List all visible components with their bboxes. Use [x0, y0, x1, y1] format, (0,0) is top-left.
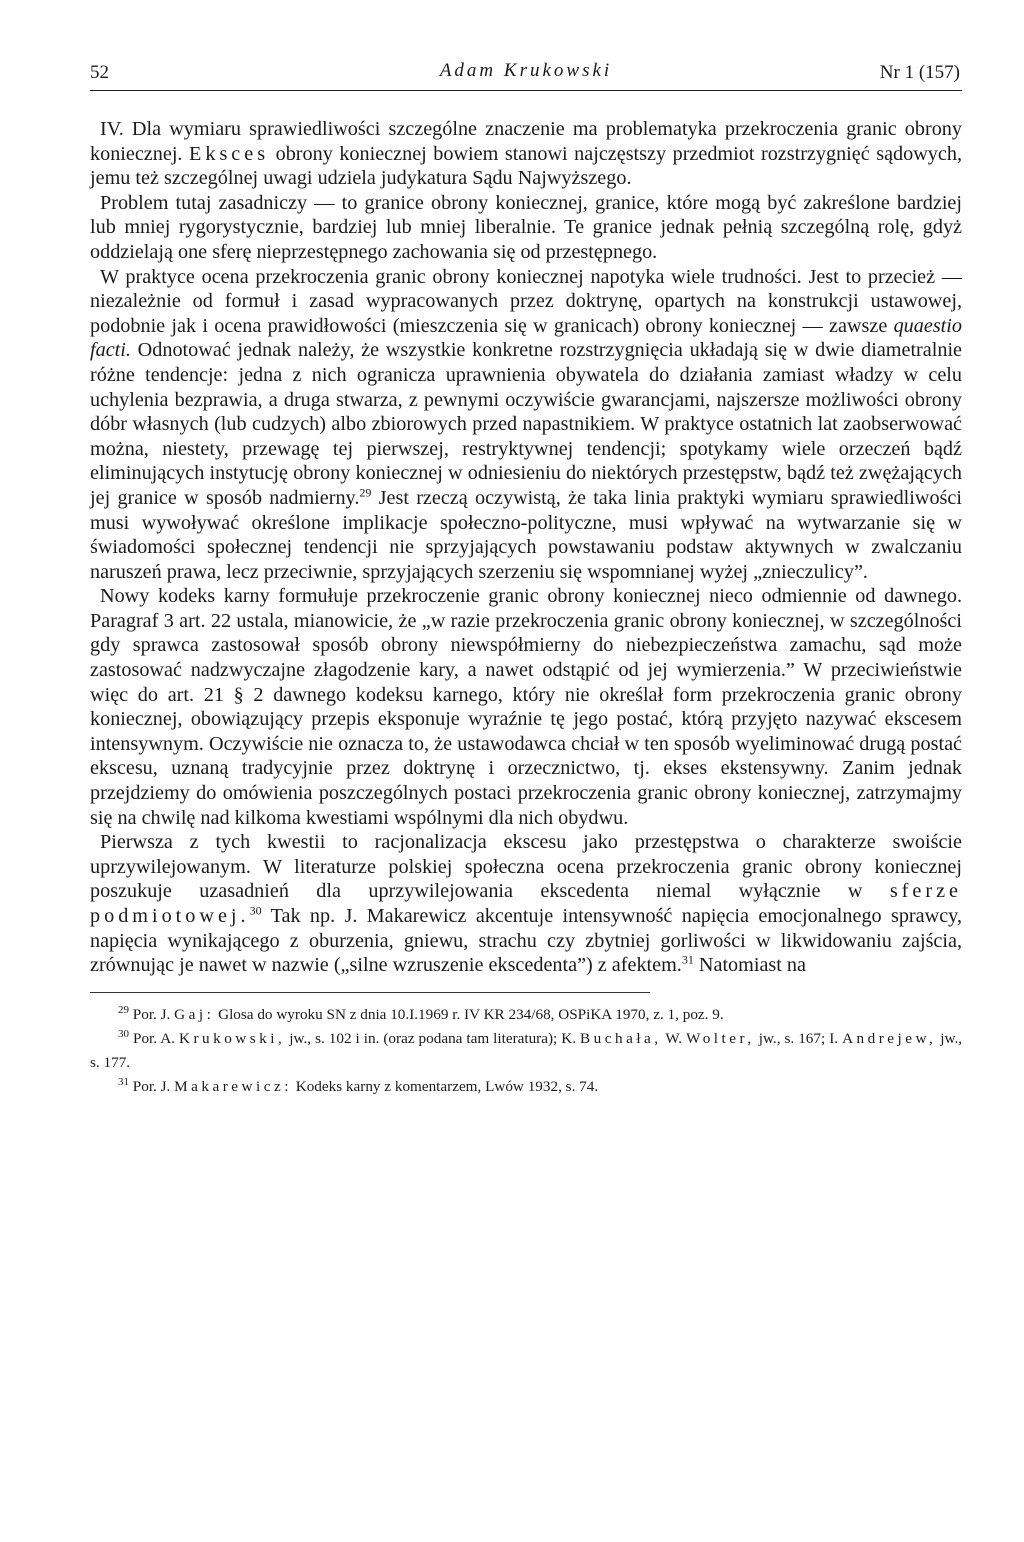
- footnotes: [90, 1003, 962, 1099]
- page-number: 52: [90, 62, 109, 83]
- footnote-29: $^{29}$ Por. J. Gaj: Glosa do wyroku SN z dnia 10.I.1969 r. IV KR 234/68, OSPiKA 1970, z. 1, poz. 9.: [118, 1003, 724, 1023]
- running-header: [90, 56, 962, 91]
- paragraph-1: IV. Dla wymiaru sprawiedliwości szczególne znaczenie ma problematyka przekroczenia granic obrony koniecznej. Eksces obrony koniecznej bowiem stanowi najczęstszy przedmiot rozstrzygnięć sądowych, jemu też szczególnej uwagi udziela judykatura Sądu Najwyższego.: [90, 118, 963, 190]
- paragraph-2: Problem tutaj zasadniczy — to granice obrony koniecznej, granice, które mogą być zakreślone bardziej lub mniej rygorystycznie, bardziej lub mniej liberalnie. Te granice jednak pełnią szczególną rolę, gdyż oddzielają one sferę nieprzestępnego zachowania się od przestępnego.: [90, 191, 962, 263]
- paragraph-5: Pierwsza z tych kwestii to racjonalizacja ekscesu jako przestępstwa o charakterze swoiście uprzywilejowanym. W literaturze polskiej społeczna ocena przekroczenia granic obrony koniecznej poszukuje uzasadnień dla uprzywilejowania ekscedenta niemal wyłącznie w sferze podmiotowej.$^{30}$ Tak np. J. Makarewicz akcentuje intensywność napięcia emocjonalnego sprawcy, napięcia wynikającego z oburzenia, gniewu, strachu czy zbytniej gorliwości w likwidowaniu zajścia, zrównując je nawet w nazwie („silne wzruszenie ekscedenta”) z afektem.$^{31}$ Natomiast na: [90, 831, 962, 977]
- paragraph-4: Nowy kodeks karny formułuje przekroczenie granic obrony koniecznej nieco odmiennie od dawnego. Paragraf 3 art. 22 ustala, mianowicie, że „w razie przekroczenia granic obrony koniecznej, w szczególności gdy sprawca zastosował sposób obrony niewspółmierny do niebezpieczeństwa zamachu, sąd może zastosować nadzwyczajne złagodzenie kary, a nawet odstąpić od jej wymierzenia.” W przeciwieństwie więc do art. 21 § 2 dawnego kodeksu karnego, który nie określał form przekroczenia granic obrony koniecznej, obowiązujący przepis eksponuje wyraźnie tę jego postać, którą przyjęto nazywać ekscesem intensywnym. Oczywiście nie oznacza to, że ustawodawca chciał w ten sposób wyeliminować drugą postać ekscesu, uznaną tradycyjnie przez doktrynę i orzecznictwo, tj. ekses ekstensywny. Zanim jednak przejdziemy do omówienia poszczególnych postaci przekroczenia granic obrony koniecznej, zatrzymajmy się na chwilę nad kilkoma kwestiami wspólnymi dla nich obydwu.: [90, 585, 962, 829]
- footnote-30: $^{30}$ Por. A. Krukowski, jw., s. 102 i in. (oraz podana tam literatura); K. Buchała, W. Wolter, jw., s. 167; I. Andrejew, jw., s. 177.: [90, 1027, 963, 1071]
- footnote-31: $^{31}$ Por. J. Makarewicz: Kodeks karny z komentarzem, Lwów 1932, s. 74.: [118, 1075, 599, 1095]
- issue-number: Nr 1 (157): [879, 62, 960, 83]
- footnote-ref-29: 29: [359, 485, 372, 500]
- footnote-divider: [90, 992, 650, 993]
- running-author: Adam Krukowski: [439, 60, 613, 81]
- page: [90, 56, 962, 1099]
- footnote-ref-30: 30: [249, 903, 262, 918]
- footnote-ref-31: 31: [681, 952, 694, 967]
- paragraph-3: W praktyce ocena przekroczenia granic obrony koniecznej napotyka wiele trudności. Jest to przecież — niezależnie od formuł i zasad wypracowanych przez doktrynę, opartych na konstrukcji ustawowej, podobnie jak i ocena prawidłowości (mieszczenia się w granicach) obrony koniecznej — zawsze quaestio facti. Odnotować jednak należy, że wszystkie konkretne rozstrzygnięcia układają się w dwie diametralnie różne tendencje: jedna z nich ogranicza uprawnienia obywatela do działania zamiast władzy w celu uchylenia bezprawia, a druga stwarza, z pewnymi oczywiście gwarancjami, najszersze możliwości obrony dóbr własnych (lub cudzych) albo zbiorowych przed napastnikiem. W praktyce ostatnich lat zaobserwować można, niestety, przewagę tej pierwszej, restryktywnej tendencji; spotykamy wiele orzeczeń bądź eliminujących instytucję obrony koniecznej w odniesieniu do niektórych przestępstw, bądź też zwężających jej granice w sposób nadmierny.$^{29}$ Jest rzeczą oczywistą, że taka linia praktyki wymiaru sprawiedliwości musi wywoływać określone implikacje społeczno-polityczne, musi wpływać na wytwarzanie się w świadomości społecznej tendencji nie sprzyjających powstawaniu podstaw aktywnych w zwalczaniu naruszeń prawa, lecz przeciwnie, sprzyjających szerzeniu się wspomnianej wyżej „znieczulicy”.: [90, 265, 963, 583]
- article-body: [90, 117, 962, 978]
